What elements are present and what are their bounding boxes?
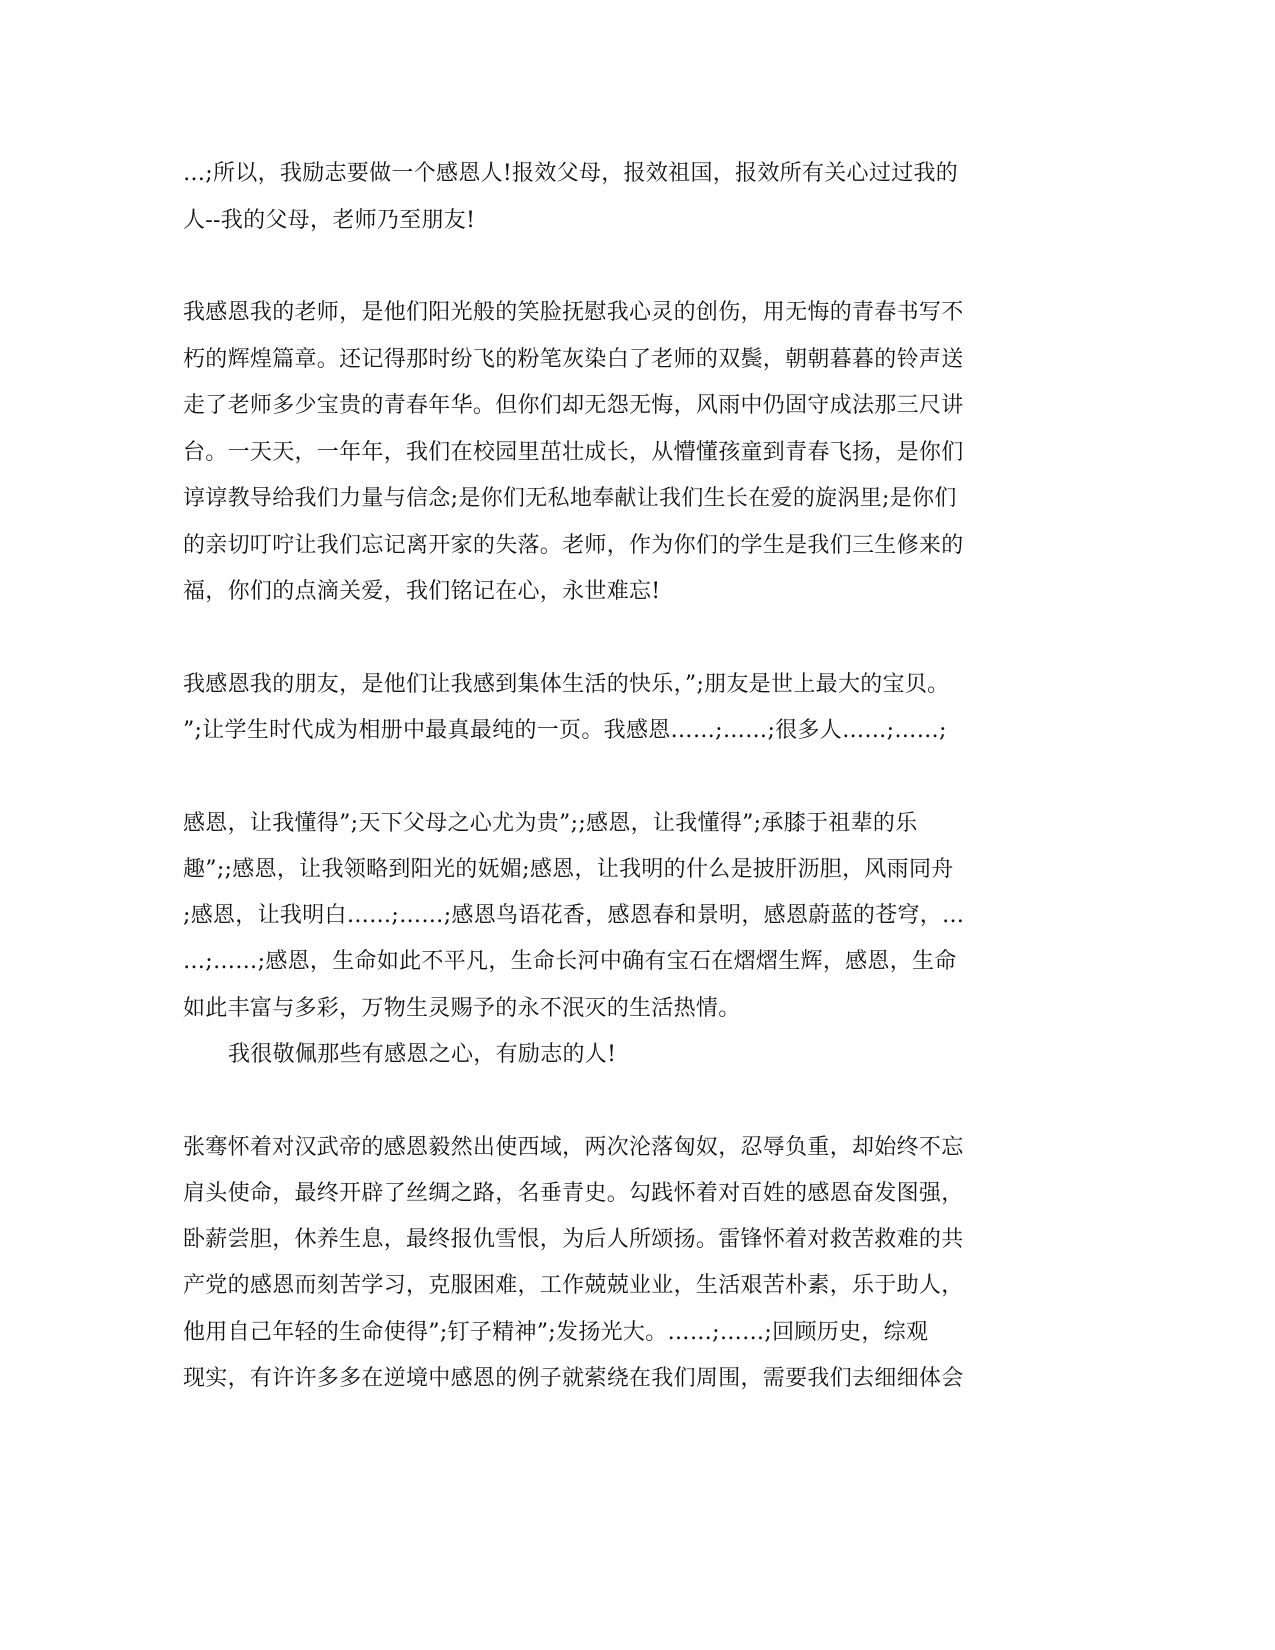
paragraph-2-line-6: 的亲切叮咛让我们忘记离开家的失落。老师，作为你们的学生是我们三生修来的	[183, 533, 964, 558]
paragraph-2-line-2: 朽的辉煌篇章。还记得那时纷飞的粉笔灰染白了老师的双鬓，朝朝暮暮的铃声送	[183, 347, 964, 372]
paragraph-6-line-3: 卧薪尝胆，休养生息，最终报仇雪恨，为后人所颂扬。雷锋怀着对救苦救难的共	[183, 1227, 964, 1252]
paragraph-4-line-4: …;……;感恩，生命如此不平凡，生命长河中确有宝石在熠熠生辉，感恩，生命	[183, 949, 957, 974]
paragraph-4-line-2: 趣”;;感恩，让我领略到阳光的妩媚;感恩，让我明的什么是披肝沥胆，风雨同舟	[183, 857, 954, 882]
paragraph-2-line-1: 我感恩我的老师，是他们阳光般的笑脸抚慰我心灵的创伤，用无悔的青春书写不	[183, 300, 964, 325]
paragraph-4-line-3: ;感恩，让我明白……;……;感恩鸟语花香，感恩春和景明，感恩蔚蓝的苍穹，…	[183, 903, 965, 928]
paragraph-5-line-1: 我很敬佩那些有感恩之心，有励志的人!	[228, 1042, 617, 1067]
paragraph-6-line-5: 他用自己年轻的生命使得”;钉子精神”;发扬光大。……;……;回顾历史，综观	[183, 1320, 929, 1345]
paragraph-6-line-1: 张骞怀着对汉武帝的感恩毅然出使西域，两次沦落匈奴，忍辱负重，却始终不忘	[183, 1135, 964, 1160]
paragraph-6-line-2: 肩头使命，最终开辟了丝绸之路，名垂青史。勾践怀着对百姓的感恩奋发图强，	[183, 1181, 964, 1206]
paragraph-3-line-1: 我感恩我的朋友，是他们让我感到集体生活的快乐，”;朋友是世上最大的宝贝。	[183, 672, 950, 697]
paragraph-4-line-5: 如此丰富与多彩，万物生灵赐予的永不泯灭的生活热情。	[183, 996, 741, 1021]
paragraph-2-line-3: 走了老师多少宝贵的青春年华。但你们却无怨无悔，风雨中仍固守成法那三尺讲	[183, 393, 964, 418]
paragraph-2-line-4: 台。一天天，一年年，我们在校园里茁壮成长，从懵懂孩童到青春飞扬，是你们	[183, 440, 964, 465]
paragraph-3-line-2: ”;让学生时代成为相册中最真最纯的一页。我感恩……;……;很多人……;……;	[183, 718, 947, 743]
paragraph-2-line-7: 福，你们的点滴关爱，我们铭记在心，永世难忘!	[183, 579, 661, 604]
paragraph-6-line-6: 现实，有许许多多在逆境中感恩的例子就萦绕在我们周围，需要我们去细细体会	[183, 1366, 964, 1391]
paragraph-1-line-1: …;所以，我励志要做一个感恩人!报效父母，报效祖国，报效所有关心过过我的	[183, 161, 959, 186]
paragraph-2-line-5: 谆谆教导给我们力量与信念;是你们无私地奉献让我们生长在爱的旋涡里;是你们	[183, 486, 957, 511]
paragraph-1-line-2: 人--我的父母，老师乃至朋友!	[183, 208, 476, 233]
paragraph-6-line-4: 产党的感恩而刻苦学习，克服困难，工作兢兢业业，生活艰苦朴素，乐于助人，	[183, 1273, 964, 1298]
paragraph-4-line-1: 感恩，让我懂得”;天下父母之心尤为贵”;;感恩，让我懂得”;承膝于祖辈的乐	[183, 811, 918, 836]
